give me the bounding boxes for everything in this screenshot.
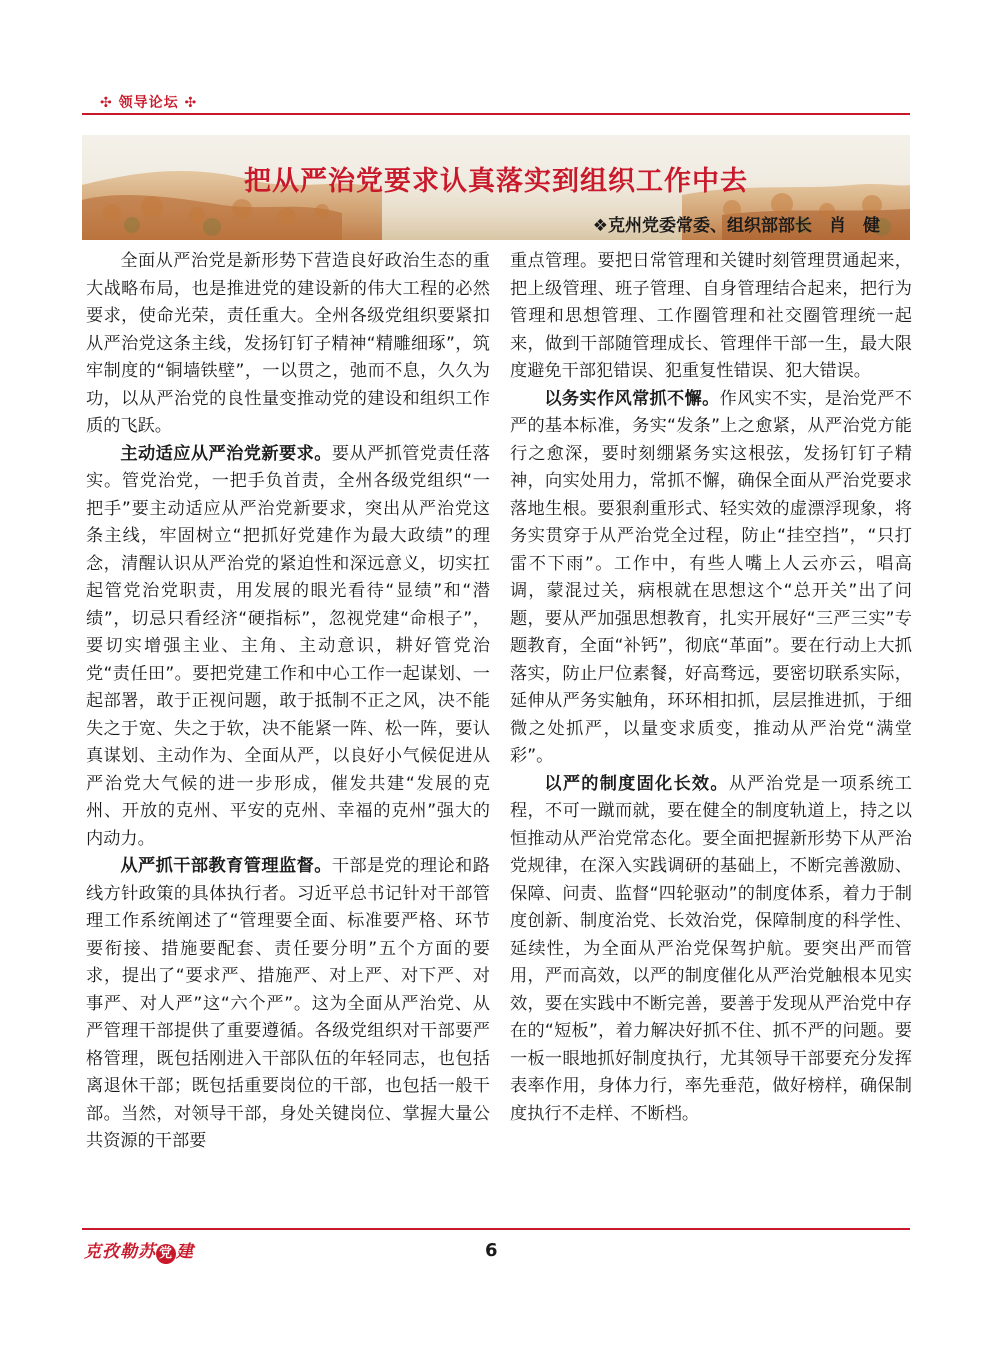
paragraph-2-heading: 从严抓干部教育管理监督。 xyxy=(120,856,332,876)
byline-marker-icon: ❖ xyxy=(592,216,608,236)
paragraph-3-heading: 以务实作风常抓不懈。 xyxy=(544,388,720,409)
article-column-right xyxy=(510,248,912,1128)
paragraph-4-heading: 以严的制度固化长效。 xyxy=(544,773,729,794)
magazine-brand xyxy=(84,1237,194,1264)
title-banner xyxy=(82,135,910,240)
article-title: 把从严治党要求认真落实到组织工作中去 xyxy=(244,166,748,197)
ornament-icon: ✣ xyxy=(184,95,198,111)
brand-text-end: 建 xyxy=(176,1242,194,1262)
paragraph-1-heading: 主动适应从严治党新要求。 xyxy=(120,443,332,464)
paragraph-4-body: 从严治党是一项系统工程，不可一蹴而就，要在健全的制度轨道上，持之以恒推动从严治党常态化。要全面把握新形势下从严治党规律，在深入实践调研的基础上，不断完善激励、保障、问责、监督“四轮驱动”的制度体系，着力于制度创新、制度治党、长效治党，保障制度的科学性、延续性，为全面从严治党保驾护航。要突出严而管用，严而高效，以严的制度催化从严治党触根本见实效，要在实践中不断完善，要善于发现从严治党中存在的“短板”，着力解决好抓不住、抓不严的问题。要一板一眼地抓好制度执行，尤其领导干部要充分发挥表率作用，身体力行，率先垂范，做好榜样，确保制度执行不走样、不断档。 xyxy=(510,773,912,1124)
paragraph-1-body: 要从严抓管党责任落实。管党治党，一把手负首责，全州各级党组织“一把手”要主动适应从严治党新要求，突出从严治党这条主线，牢固树立“把抓好党建作为最大政绩”的理念，清醒认识从严治党的紧迫性和深远意义，切实扛起管党治党职责，用发展的眼光看待“显绩”和“潜绩”，切忌只看经济“硬指标”，忽视党建“命根子”，要切实增强主业、主角、主动意识，耕好管党治党“责任田”。要把党建工作和中心工作一起谋划、一起部署，敢于正视问题，敢于抵制不正之风，决不能失之于宽、失之于软，决不能紧一阵、松一阵，要认真谋划、主动作为、全面从严，以良好小气候促进从严治党大气候的进一步形成，催发共建“发展的克州、开放的克州、平安的克州、幸福的克州”强大的内动力。 xyxy=(86,443,490,849)
header-rule xyxy=(82,113,910,115)
byline-text: 克州党委常委、组织部部长 肖 健 xyxy=(608,216,880,236)
paragraph-4 xyxy=(510,771,912,1129)
ornament-icon: ✣ xyxy=(100,95,113,111)
brand-circle-icon: 党 xyxy=(156,1244,176,1264)
paragraph-intro: 全面从严治党是新形势下营造良好政治生态的重大战略布局，也是推进党的建设新的伟大工程的必然要求，使命光荣，责任重大。全州各级党组织要紧扣从严治党这条主线，发扬钉钉子精神“精雕细琢”，筑牢制度的“铜墙铁壁”，一以贯之，弛而不息，久久为功，以从严治党的良性量变推动党的建设和组织工作质的飞跃。 xyxy=(86,251,490,436)
paragraph-3-body: 作风实不实，是治党严不严的基本标准，务实“发条”上之愈紧，从严治党方能行之愈深，要时刻绷紧务实这根弦，发扬钉钉子精神，向实处用力，常抓不懈，确保全面从严治党要求落地生根。要狠刹重形式、轻实效的虚漂浮现象，将务实贯穿于从严治党全过程，防止“挂空挡”，“只打雷不下雨”。工作中，有些人嘴上人云亦云，唱高调，蒙混过关，病根就在思想这个“总开关”出了问题，要从严加强思想教育，扎实开展好“三严三实”专题教育，全面“补钙”，彻底“革面”。要在行动上大抓落实，防止尸位素餐，好高骛远，要密切联系实际，延伸从严务实触角，环环相扣抓，层层推进抓，于细微之处抓严，以量变求质变，推动从严治党“满堂彩”。 xyxy=(510,388,912,766)
page-number: 6 xyxy=(485,1240,498,1261)
brand-text: 克孜勒苏 xyxy=(84,1242,156,1262)
section-tag xyxy=(100,92,197,112)
paragraph-2 xyxy=(86,853,490,1156)
paragraph-3 xyxy=(510,386,912,771)
article-column-left xyxy=(86,248,490,1156)
paragraph-1 xyxy=(86,441,490,854)
section-label: 领导论坛 xyxy=(118,95,179,111)
author-byline xyxy=(593,211,880,236)
footer-rule xyxy=(82,1228,910,1230)
paragraph-2-continued: 重点管理。要把日常管理和关键时刻管理贯通起来，把上级管理、班子管理、自身管理结合起来，把行为管理和思想管理、工作圈管理和社交圈管理统一起来，做到干部随管理成长、管理伴干部一生，最大限度避免干部犯错误、犯重复性错误、犯大错误。 xyxy=(510,251,912,381)
paragraph-2-body: 干部是党的理论和路线方针政策的具体执行者。习近平总书记针对干部管理工作系统阐述了“管理要全面、标准要严格、环节要衔接、措施要配套、责任要分明”五个方面的要求，提出了“要求严、措施严、对上严、对下严、对事严、对人严”这“六个严”。这为全面从严治党、从严管理干部提供了重要遵循。各级党组织对干部要严格管理，既包括刚进入干部队伍的年轻同志，也包括离退休干部；既包括重要岗位的干部，也包括一般干部。当然，对领导干部，身处关键岗位、掌握大量公共资源的干部要 xyxy=(86,856,490,1151)
